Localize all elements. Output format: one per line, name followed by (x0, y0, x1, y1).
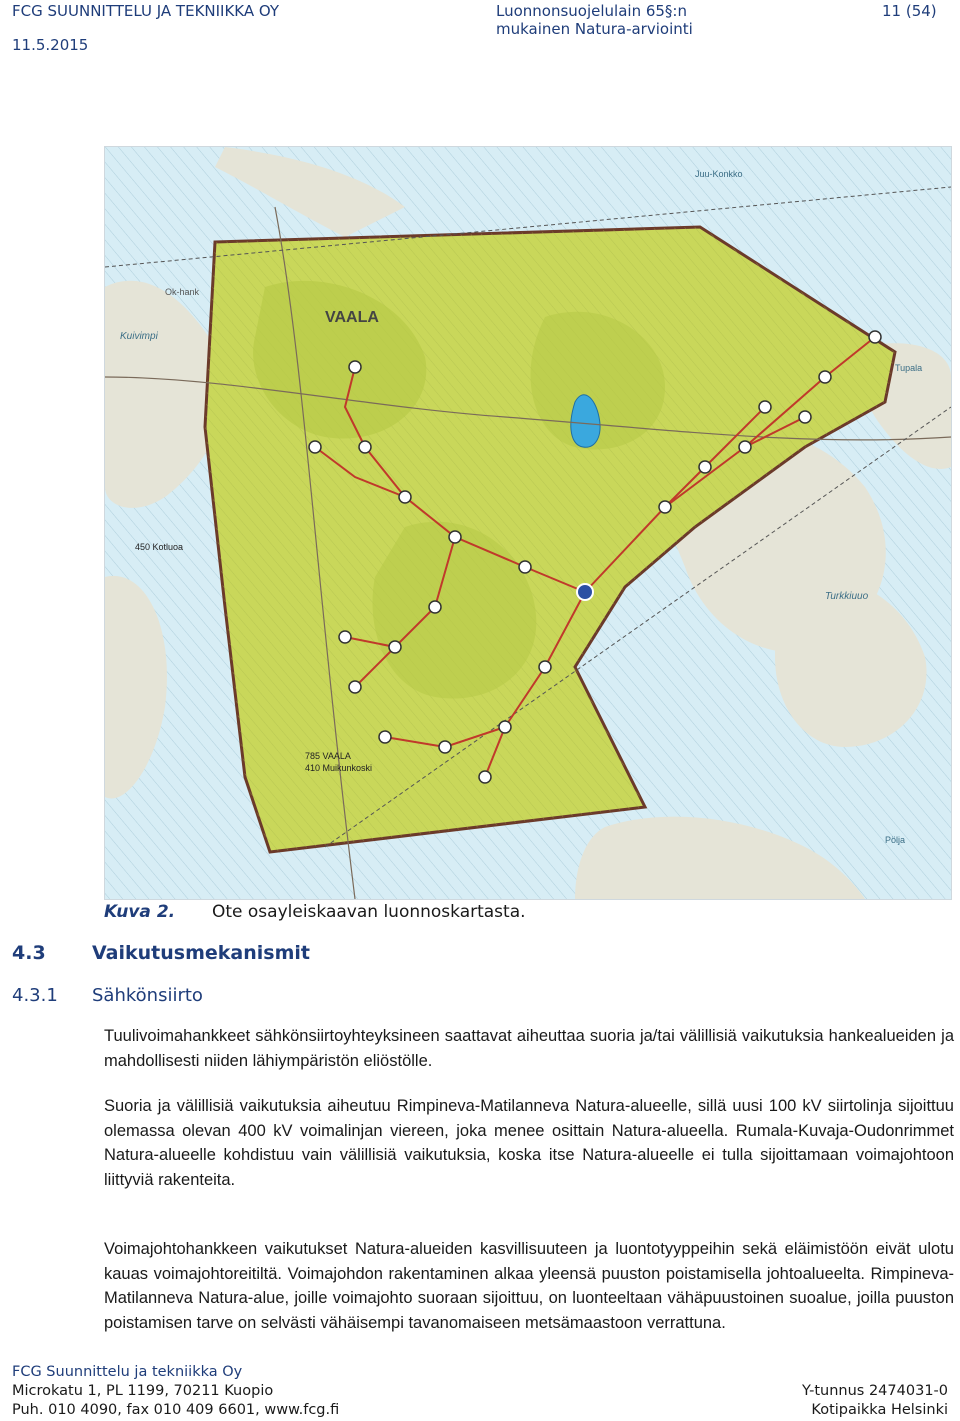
footer-brand: FCG Suunnittelu ja tekniikka Oy (12, 1364, 243, 1380)
map-label-ne: Tupala (895, 363, 923, 373)
map-label-bottom-1: 785 VAALA (305, 751, 351, 761)
figure-caption (104, 902, 175, 922)
paragraph-1: Tuulivoimahankkeet sähkönsiirtoyhteyksineen saattavat aiheuttaa suoria ja/tai välillisiä vaikutuksia hankealueiden ja mahdollisesti niiden lähiympäristön eliöstölle. (104, 1027, 954, 1070)
header-page-number: 11 (54) (882, 2, 937, 20)
header-doc-title-line2: mukainen Natura-arviointi (496, 20, 693, 38)
map-label-municipality: VAALA (325, 309, 379, 326)
map-label-turkkiuuo: Turkkiuuo (825, 591, 869, 602)
map-label-west: 450 Kotluoa (135, 542, 184, 552)
header-doc-title-line1: Luonnonsuojelulain 65§:n (496, 2, 687, 20)
paragraph-3: Voimajohtohankkeen vaikutukset Natura-alueiden kasvillisuuteen ja luontotyyppeihin sekä eläimistöön eivät ulotu kauas voimajohtoreitiltä. Voimajohdon rakentaminen alkaa yleensä puuston poistamisella johtoalueelta. Rimpineva-Matilanneva Natura-alue, joille voimajohto suoraan sijoittuu, on luonteeltaan vähäpuustoinen suoalue, joilla puuston poistamisen tarve on selvästi vähäisempi tavanomaiseen metsämaastoon verrattuna. (104, 1240, 954, 1332)
paragraph-2: Suoria ja välillisiä vaikutuksia aiheutuu Rimpineva-Matilanneva Natura-alueelle, sillä uusi 100 kV siirtolinja sijoittuu olemassa olevan 400 kV voimalinjan viereen, joka menee osittain Natura-alueella. Rumala-Kuvaja-Oudonrimmet Natura-alueelle kohdistuu vain välillisiä vaikutuksia, koska itse Natura-alueelle ei tulla sijoittamaan voimajohtoon liittyviä rakenteita. (104, 1097, 954, 1189)
map-label-north: Juu-Konkko (695, 169, 743, 179)
plan-map (105, 147, 951, 899)
section-heading-4-3 (12, 942, 310, 964)
figure-caption-text: Ote osayleiskaavan luonnoskartasta. (212, 902, 526, 922)
footer-business-id: Y-tunnus 2474031-0 (801, 1383, 948, 1399)
subsection-heading-4-3-1 (12, 985, 203, 1006)
footer-contact: Puh. 010 4090, fax 010 409 6601, www.fcg.fi (12, 1402, 340, 1418)
header-company: FCG SUUNNITTELU JA TEKNIIKKA OY (12, 2, 280, 20)
footer-address: Microkatu 1, PL 1199, 70211 Kuopio (12, 1383, 274, 1399)
map-label-place: Pölja (885, 835, 906, 845)
subsection-number: 4.3.1 (12, 985, 58, 1006)
figure-number: Kuva 2. (104, 902, 176, 922)
plan-map-figure (104, 146, 952, 900)
map-label-bottom-2: 410 Muikunkoski (305, 763, 373, 773)
section-title: Vaikutusmekanismit (92, 942, 310, 964)
footer-domicile: Kotipaikka Helsinki (811, 1402, 948, 1418)
map-label-road: Ok-hank (165, 287, 200, 297)
section-number: 4.3 (12, 942, 46, 964)
map-label-lake-west: Kuivimpi (120, 331, 158, 342)
substation-icon (577, 584, 593, 600)
subsection-title: Sähkönsiirto (92, 985, 203, 1006)
header-date: 11.5.2015 (12, 36, 89, 54)
